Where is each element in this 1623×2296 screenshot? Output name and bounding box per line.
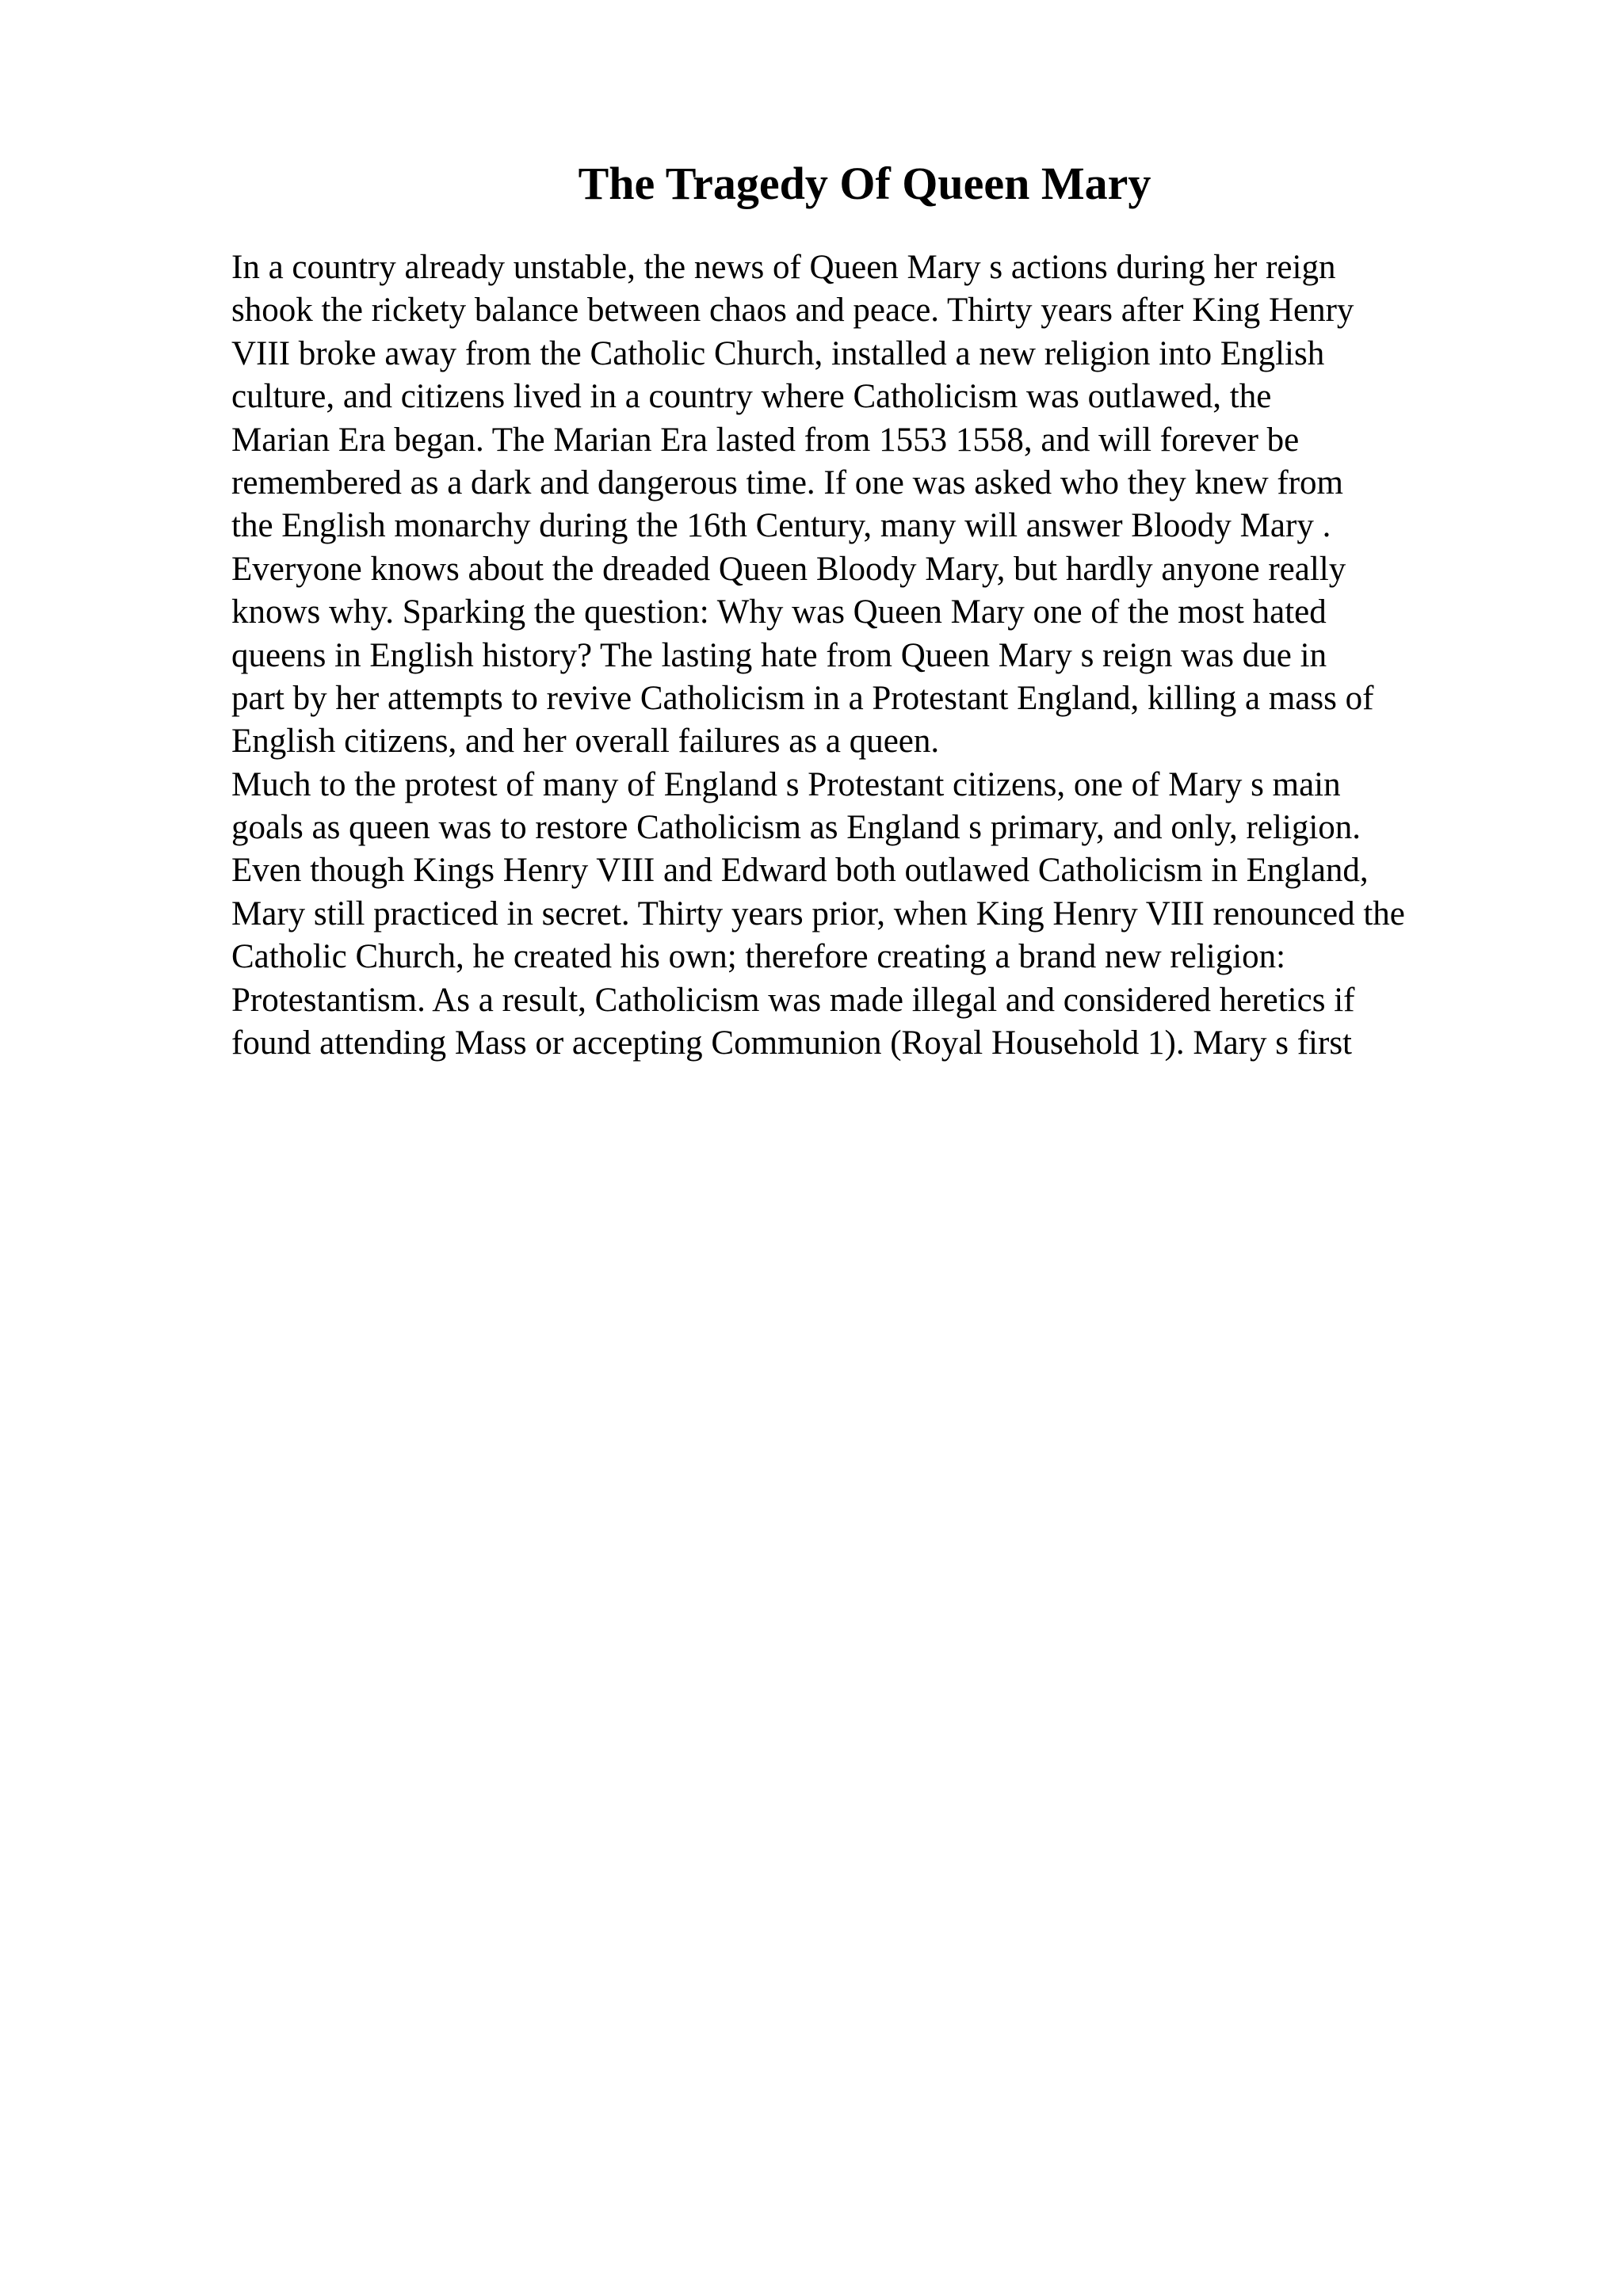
body-line: Everyone knows about the dreaded Queen Bloody Mary, but hardly anyone really (231, 550, 1346, 588)
body-line: the English monarchy during the 16th Century, many will answer Bloody Mary . (231, 507, 1331, 545)
body-line: Mary still practiced in secret. Thirty years prior, when King Henry VIII renounced the (231, 894, 1405, 933)
body-line: culture, and citizens lived in a country where Catholicism was outlawed, the (231, 378, 1272, 416)
body-line: remembered as a dark and dangerous time. If one was asked who they knew from (231, 463, 1343, 502)
body-line: found attending Mass or accepting Communion (Royal Household 1). Mary s first (231, 1024, 1353, 1062)
body-line: VIII broke away from the Catholic Church, installed a new religion into English (231, 334, 1325, 372)
body-line: part by her attempts to revive Catholicism in a Protestant England, killing a mass of (231, 679, 1374, 717)
body-line: knows why. Sparking the question: Why was Queen Mary one of the most hated (231, 593, 1327, 631)
body-line: queens in English history? The lasting hate from Queen Mary s reign was due in (231, 636, 1327, 674)
body-line: goals as queen was to restore Catholicism as England s primary, and only, religion. (231, 809, 1361, 847)
page-title: The Tragedy Of Queen Mary (578, 158, 1151, 209)
body-line: Even though Kings Henry VIII and Edward both outlawed Catholicism in England, (231, 852, 1369, 890)
body-line: In a country already unstable, the news of Queen Mary s actions during her reign (231, 249, 1336, 286)
body-line: Protestantism. As a result, Catholicism was made illegal and considered heretics if (231, 981, 1355, 1019)
document-body (231, 246, 1594, 1065)
body-line: Much to the protest of many of England s Protestant citizens, one of Mary s main (231, 765, 1341, 803)
body-line: shook the rickety balance between chaos and peace. Thirty years after King Henry (231, 292, 1354, 330)
body-line: English citizens, and her overall failures as a queen. (231, 723, 940, 761)
body-line: Catholic Church, he created his own; therefore creating a brand new religion: (231, 938, 1286, 976)
body-line: Marian Era began. The Marian Era lasted from 1553 1558, and will forever be (231, 421, 1300, 459)
